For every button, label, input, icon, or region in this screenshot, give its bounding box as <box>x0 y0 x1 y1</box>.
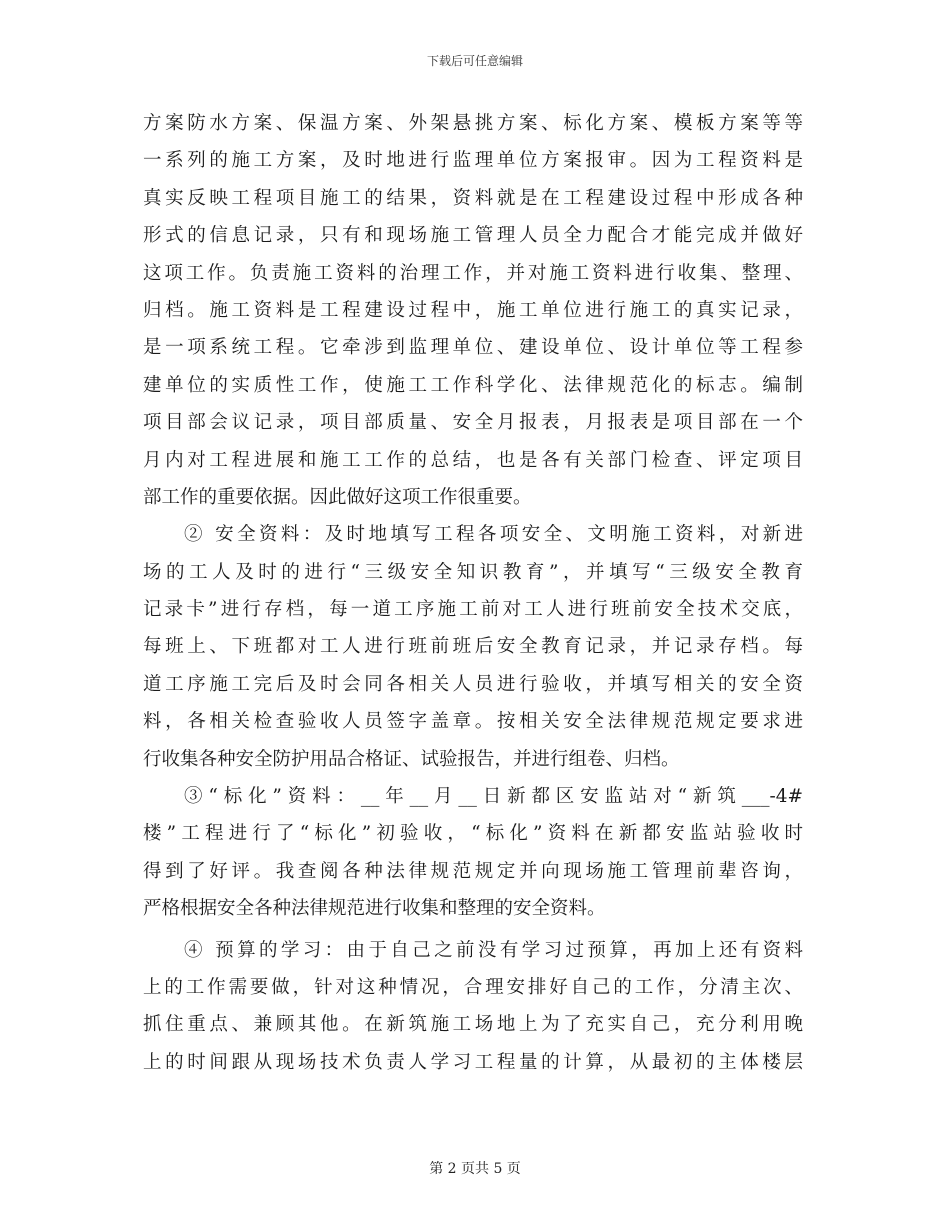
text-line: 楼”工程进行了“标化”初验收，“标化”资料在新都安监站验收时 <box>143 823 803 845</box>
text-line: 每班上、下班都对工人进行班前班后安全教育记录，并记录存档。每 <box>143 636 803 658</box>
text-line: 记录卡”进行存档，每一道工序施工前对工人进行班前安全技术交底， <box>143 599 803 621</box>
text-line: 月内对工程进展和施工工作的总结，也是各有关部门检查、评定项目 <box>143 449 803 471</box>
text-line: 上的时间跟从现场技术负责人学习工程量的计算，从最初的主体楼层 <box>143 1051 803 1073</box>
text-line: 部工作的重要依据。因此做好这项工作很重要。 <box>143 486 532 508</box>
paragraph-standardization-docs <box>143 778 803 928</box>
text-line: 这项工作。负责施工资料的治理工作，并对施工资料进行收集、整理、 <box>143 262 803 284</box>
text-line: 抓住重点、兼顾其他。在新筑施工场地上为了充实自己，充分利用晚 <box>143 1014 803 1036</box>
paragraph-safety-docs <box>143 516 803 778</box>
text-line: 方案防水方案、保温方案、外架悬挑方案、标化方案、模板方案等等 <box>143 113 803 134</box>
paragraph-construction-docs <box>143 105 803 516</box>
text-line: 严格根据安全各种法律规范进行收集和整理的安全资料。 <box>143 898 606 920</box>
text-line: 形式的信息记录，只有和现场施工管理人员全力配合才能完成并做好 <box>143 225 803 247</box>
text-line: 料，各相关检查验收人员签字盖章。按相关安全法律规范规定要求进 <box>143 711 803 733</box>
text-line: ② 安全资料：及时地填写工程各项安全、文明施工资料，对新进 <box>184 524 803 546</box>
text-line: 上的工作需要做，针对这种情况，合理安排好自己的工作，分清主次、 <box>143 976 803 998</box>
text-line: 行收集各种安全防护用品合格证、试验报告，并进行组卷、归档。 <box>143 748 680 770</box>
text-line: ④ 预算的学习：由于自己之前没有学习过预算，再加上还有资料 <box>184 939 803 961</box>
paragraph-budget-learning <box>143 932 803 1082</box>
document-body <box>143 105 803 1081</box>
page-header: 下载后可任意编辑 <box>426 54 523 68</box>
text-line: 一系列的施工方案，及时地进行监理单位方案报审。因为工程资料是 <box>143 150 803 172</box>
text-line: 建单位的实质性工作，使施工工作科学化、法律规范化的标志。编制 <box>143 374 803 396</box>
text-line: 场的工人及时的进行“三级安全知识教育”，并填写“三级安全教育 <box>143 561 803 583</box>
text-line: ③“标化”资料：__年__月__日新都区安监站对“新筑___-4# <box>184 786 803 808</box>
text-line: 道工序施工完后及时会同各相关人员进行验收，并填写相关的安全资 <box>143 673 803 695</box>
page-footer: 第 2 页共 5 页 <box>429 1161 521 1177</box>
text-line: 得到了好评。我查阅各种法律规范规定并向现场施工管理前辈咨询， <box>143 860 803 882</box>
text-line: 归档。施工资料是工程建设过程中，施工单位进行施工的真实记录， <box>143 299 803 321</box>
text-line: 是一项系统工程。它牵涉到监理单位、建设单位、设计单位等工程参 <box>143 337 803 359</box>
text-line: 项目部会议记录，项目部质量、安全月报表，月报表是项目部在一个 <box>143 412 803 434</box>
text-line: 真实反映工程项目施工的结果，资料就是在工程建设过程中形成各种 <box>143 187 803 209</box>
